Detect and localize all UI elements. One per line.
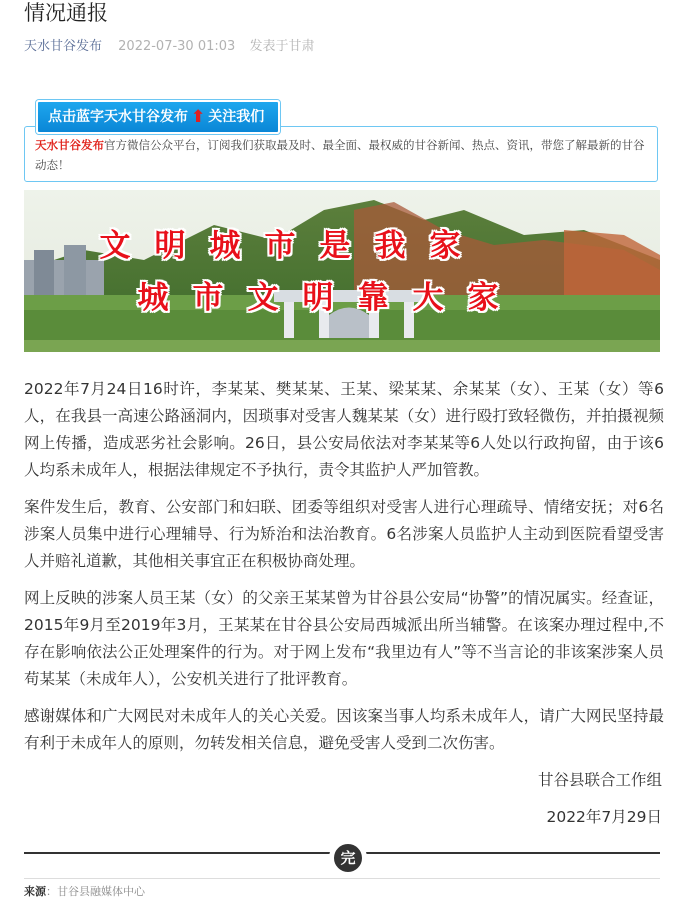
- follow-description: 官方微信公众平台，订阅我们获取最及时、最全面、最权威的甘谷新闻、热点、资讯，带您了解最新的甘谷动态！: [35, 138, 645, 172]
- publish-location: 发表于甘肃: [249, 39, 315, 54]
- signature: 甘谷县联合工作组: [537, 771, 662, 789]
- article-paragraph-3: 网上反映的涉案人员王某（女）的父亲王某某曾为甘谷县公安局“协警”的情况属实。经查证，2015年9月至2019年3月，王某某在甘谷县公安局西城派出所当辅警。在该案办理过程中,不存在影响依法公正处理案件的行为。对于网上发布“我里边有人”等不当言论的非该案涉案人员苟某某（未成年人），公安机关进行了批评教育。: [24, 589, 664, 688]
- source-line: [24, 878, 660, 901]
- slogan-line-2: 城市文明靠大家: [137, 280, 523, 316]
- hero-image: [24, 190, 660, 352]
- publish-date: 2022-07-30 01:03: [118, 39, 236, 54]
- page-title: 情况通报: [24, 1, 108, 25]
- brand-name: 天水甘谷发布: [35, 138, 104, 152]
- article-body: [24, 376, 664, 841]
- source-label: 来源: [24, 885, 46, 898]
- follow-button[interactable]: [36, 100, 280, 134]
- source-value: 甘谷县融媒体中心: [57, 885, 145, 898]
- article-paragraph-1: 2022年7月24日16时许，李某某、樊某某、王某、梁某某、余某某（女）、王某（女）等6人，在我县一高速公路涵洞内，因琐事对受害人魏某某（女）进行殴打致轻微伤，并拍摄视频网上传播，造成恶劣社会影响。26日，县公安局依法对李某某等6人处以行政拘留，由于该6人均系未成年人，根据法律规定不予执行，责令其监护人严加管教。: [24, 380, 664, 479]
- end-mark: 完: [329, 839, 367, 877]
- article-paragraph-4: 感谢媒体和广大网民对未成年人的关心关爱。因该案当事人均系未成年人，请广大网民坚持最有利于未成年人的原则，勿转发相关信息，避免受害人受到二次伤害。: [24, 707, 664, 752]
- article-meta: [24, 38, 314, 56]
- hero-scenery-illustration: [24, 190, 660, 352]
- sign-date: 2022年7月29日: [546, 808, 662, 826]
- follow-prefix-text: 点击蓝字天水甘谷发布: [48, 109, 188, 125]
- follow-description-box: [24, 126, 658, 182]
- slogan-line-1: 文明城市是我家: [99, 228, 485, 264]
- source-separator: ：: [46, 885, 57, 898]
- account-name-link[interactable]: 天水甘谷发布: [24, 39, 103, 54]
- up-arrow-icon: ⬆: [191, 107, 206, 127]
- article-paragraph-2: 案件发生后，教育、公安部门和妇联、团委等组织对受害人进行心理疏导、情绪安抚；对6名涉案人员集中进行心理辅导、行为矫治和法治教育。6名涉案人员监护人主动到医院看望受害人并赔礼道歉，其他相关事宜正在积极协商处理。: [24, 498, 664, 570]
- follow-suffix-text: 关注我们: [208, 109, 265, 125]
